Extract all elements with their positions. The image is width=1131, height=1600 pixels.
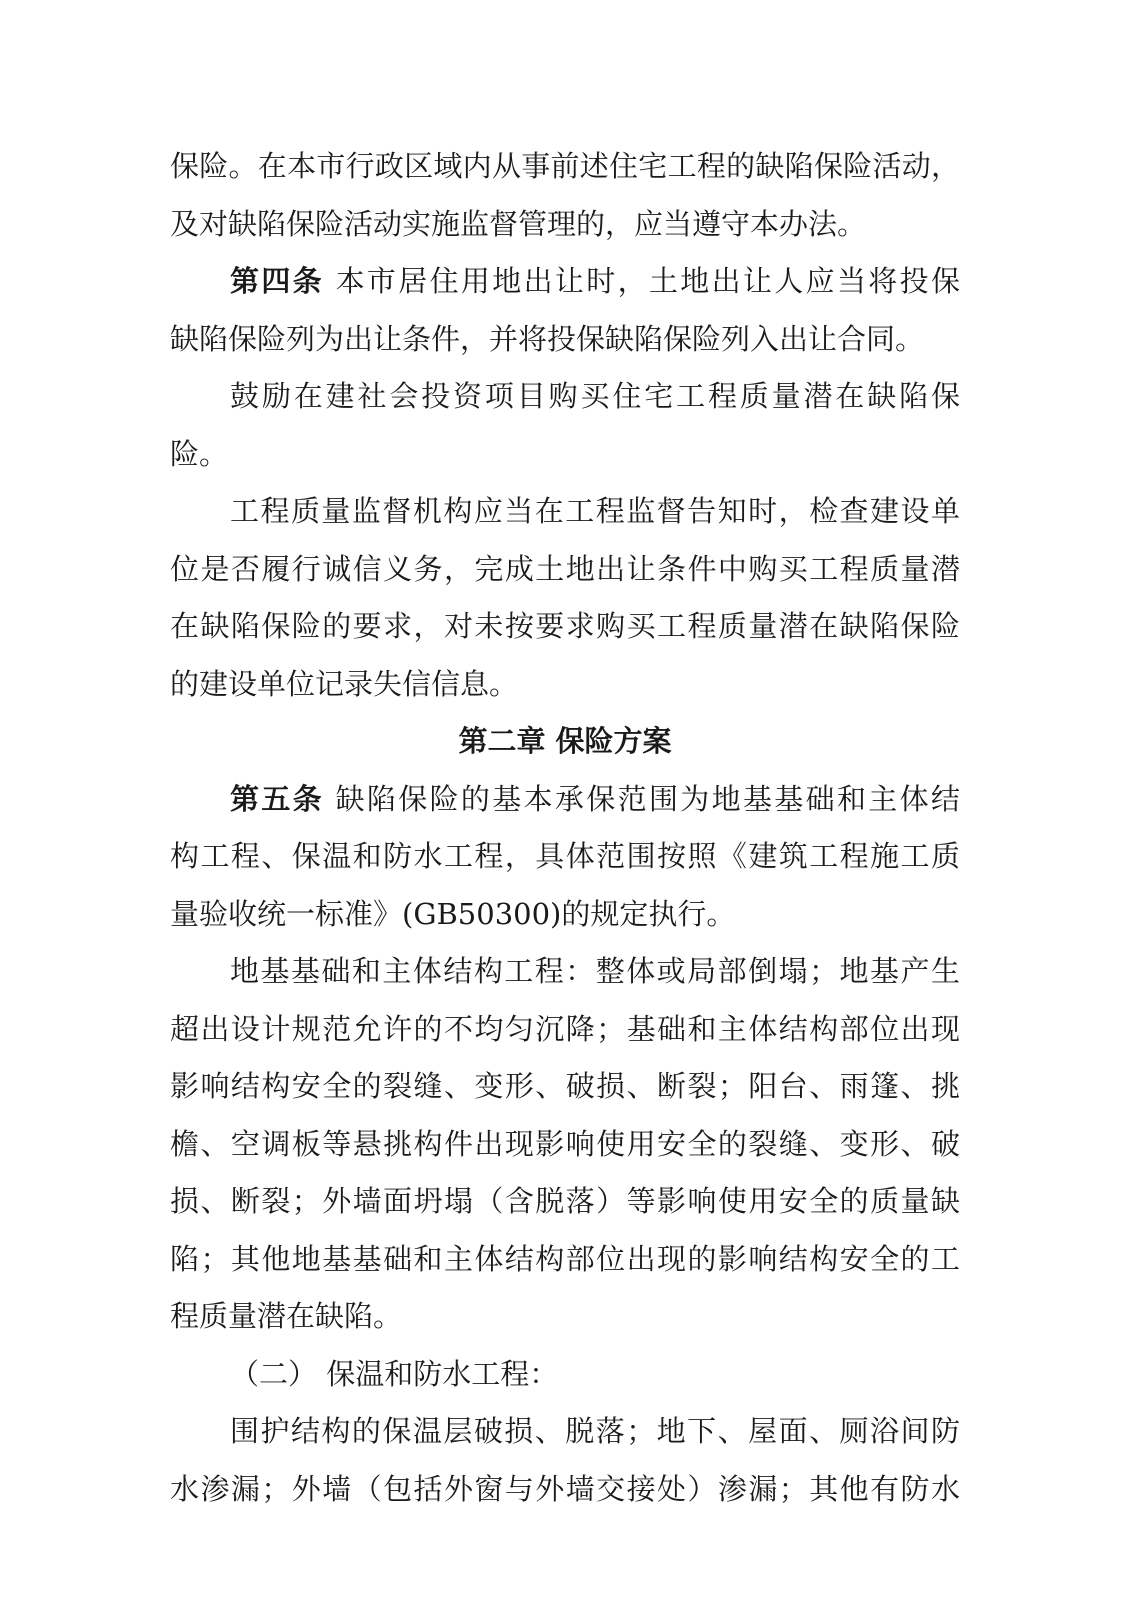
paragraph-line: 险。 <box>170 436 229 471</box>
paragraph-line: 地基基础和主体结构工程：整体或局部倒塌；地基产生 <box>230 954 960 988</box>
document-page <box>170 138 960 1518</box>
paragraph-line: 超出设计规范允许的不均匀沉降；基础和主体结构部位出现 <box>170 1011 960 1046</box>
paragraph-line: 陷；其他地基基础和主体结构部位出现的影响结构安全的工 <box>170 1241 960 1276</box>
paragraph-line: 保险。在本市行政区域内从事前述住宅工程的缺陷保险活动， <box>170 149 960 183</box>
subsection-heading: （二） 保温和防水工程： <box>230 1356 559 1391</box>
paragraph-line: 缺陷保险列为出让条件，并将投保缺陷保险列入出让合同。 <box>170 321 925 356</box>
paragraph-line: 位是否履行诚信义务，完成土地出让条件中购买工程质量潜 <box>170 551 960 586</box>
paragraph-line: 水渗漏；外墙（包括外窗与外墙交接处）渗漏；其他有防水 <box>170 1471 960 1506</box>
article-5-line <box>170 771 960 829</box>
paragraph-line: 工程质量监督机构应当在工程监督告知时，检查建设单 <box>230 494 960 528</box>
paragraph-line: 构工程、保温和防水工程，具体范围按照《建筑工程施工质 <box>170 839 960 873</box>
paragraph-line: 围护结构的保温层破损、脱落；地下、屋面、厕浴间防 <box>230 1414 960 1448</box>
paragraph-line: 及对缺陷保险活动实施监督管理的，应当遵守本办法。 <box>170 206 867 241</box>
paragraph-text: 本市居住用地出让时，土地出让人应当将投保 <box>324 264 960 298</box>
paragraph-line: 的建设单位记录失信信息。 <box>170 666 519 701</box>
paragraph-line: 檐、空调板等悬挑构件出现影响使用安全的裂缝、变形、破 <box>170 1126 960 1161</box>
chapter-heading: 第二章 保险方案 <box>458 724 672 758</box>
article-4-line <box>170 253 960 311</box>
article-number: 第四条 <box>230 264 325 298</box>
paragraph-line: 影响结构安全的裂缝、变形、破损、断裂；阳台、雨篷、挑 <box>170 1069 960 1103</box>
article-number: 第五条 <box>230 781 325 816</box>
paragraph-line: 在缺陷保险的要求，对未按要求购买工程质量潜在缺陷保险 <box>170 609 960 643</box>
paragraph-line: 损、断裂；外墙面坍塌（含脱落）等影响使用安全的质量缺 <box>170 1184 960 1218</box>
paragraph-line: 鼓励在建社会投资项目购买住宅工程质量潜在缺陷保 <box>230 379 960 413</box>
paragraph-text: 缺陷保险的基本承保范围为地基基础和主体结 <box>324 781 960 816</box>
paragraph-line: 程质量潜在缺陷。 <box>170 1299 403 1333</box>
paragraph-line: 量验收统一标准》(GB50300)的规定执行。 <box>170 896 736 931</box>
